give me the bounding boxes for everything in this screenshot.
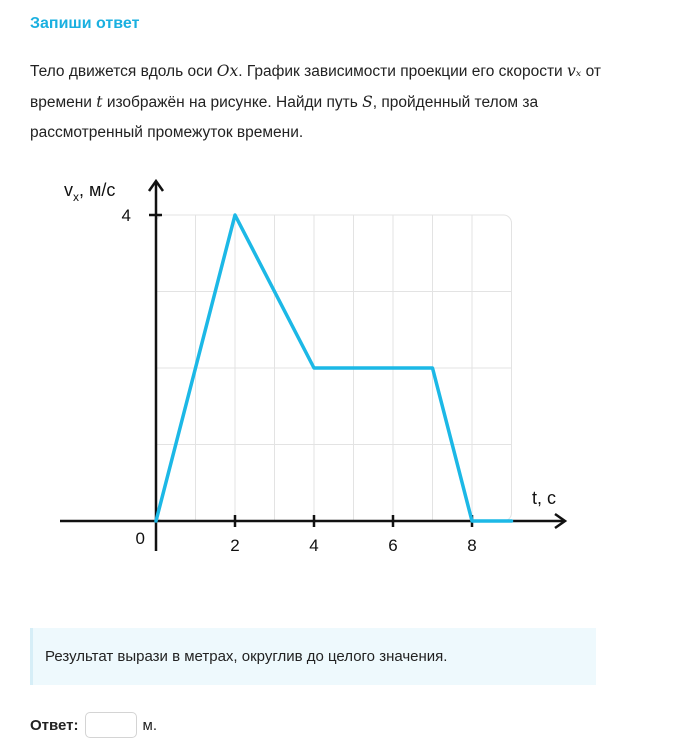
time-variable: t — [96, 93, 103, 111]
task-title: Запиши ответ — [30, 15, 140, 32]
origin-label: 0 — [135, 529, 145, 548]
x-tick-label: 2 — [230, 536, 240, 555]
task-text-part: Тело движется вдоль оси — [30, 63, 217, 80]
task-text-part: . График зависимости проекции его скорости — [238, 63, 568, 80]
path-variable: S — [362, 93, 373, 111]
x-tick-label: 6 — [388, 536, 398, 555]
x-tick-label: 8 — [467, 536, 477, 555]
x-axis-label: t, с — [532, 488, 557, 508]
hint-box: Результат вырази в метрах, округлив до целого значения. — [30, 628, 596, 685]
answer-row — [30, 710, 157, 740]
answer-unit: м. — [142, 716, 158, 734]
task-text-part: от времени — [30, 63, 601, 111]
answer-input[interactable] — [85, 712, 137, 738]
task-text-part: , пройденный телом за рассмотренный промежуток времени. — [30, 94, 539, 141]
x-tick-label: 4 — [309, 536, 319, 555]
axis-variable: Ox — [216, 62, 239, 80]
speed-variable: vₓ — [567, 62, 582, 80]
answer-label: Ответ: — [30, 716, 79, 734]
y-axis-label: $v_x$, м/с — [64, 180, 116, 204]
velocity-chart — [0, 170, 682, 590]
task-text-part: изображён на рисунке. Найди путь — [102, 94, 363, 111]
y-tick-label: 4 — [121, 206, 131, 225]
task-text — [30, 56, 610, 148]
